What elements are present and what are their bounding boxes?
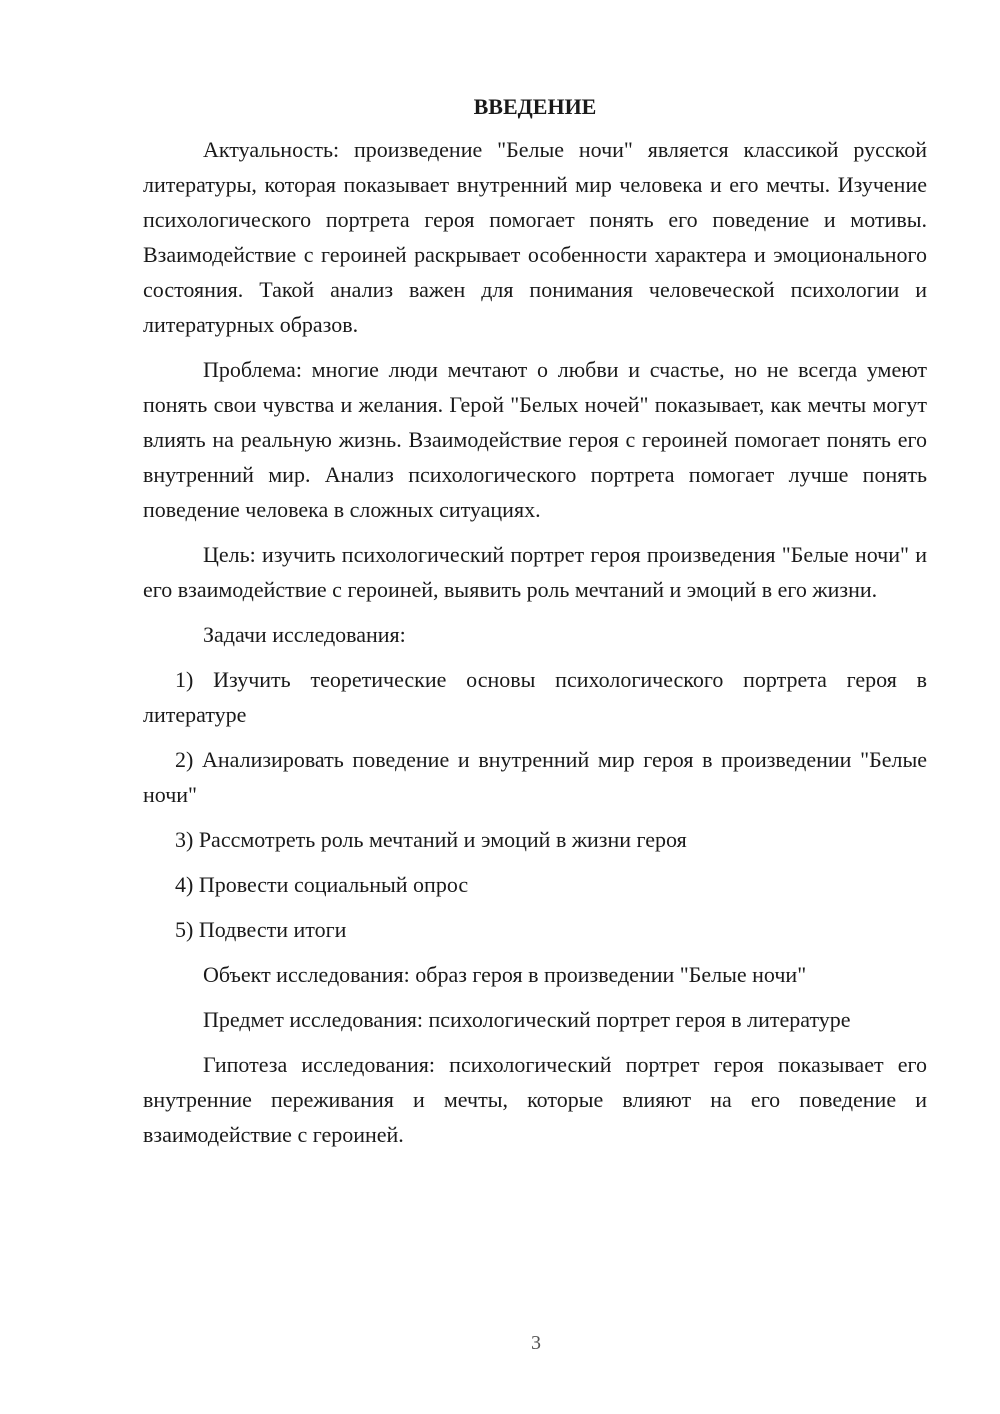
tasks-title: Задачи исследования: — [203, 622, 406, 647]
hypothesis-paragraph: Гипотеза исследования: психологический портрет героя показывает его внутренние переживания и мечты, которые влияют на его поведение и взаимодействие с героиней. — [143, 1052, 927, 1147]
document-page — [143, 90, 927, 1162]
subject-paragraph: Предмет исследования: психологический портрет героя в литературе — [203, 1007, 851, 1032]
task-item: 2) Анализировать поведение и внутренний мир героя в произведении "Белые ночи" — [143, 747, 927, 807]
problem-paragraph: Проблема: многие люди мечтают о любви и счастье, но не всегда умеют понять свои чувства и желания. Герой "Белых ночей" показывает, как мечты могут влиять на реальную жизнь. Взаимодействие героя с героиней помогает понять его внутренний мир. Анализ психологического портрета помогает лучше понять поведение человека в сложных ситуациях. — [143, 357, 927, 522]
relevance-paragraph: Актуальность: произведение "Белые ночи" является классикой русской литературы, которая показывает внутренний мир человека и его мечты. Изучение психологического портрета героя помогает понять его поведение и мотивы. Взаимодействие с героиней раскрывает особенности характера и эмоционального состояния. Такой анализ важен для понимания человеческой психологии и литературных образов. — [143, 137, 927, 337]
page-number: 3 — [531, 1332, 541, 1354]
task-item: 5) Подвести итоги — [175, 917, 347, 942]
task-item: 1) Изучить теоретические основы психологического портрета героя в литературе — [143, 667, 927, 727]
section-heading: ВВЕДЕНИЕ — [473, 94, 597, 119]
task-item: 3) Рассмотреть роль мечтаний и эмоций в жизни героя — [175, 827, 687, 852]
task-item: 4) Провести социальный опрос — [175, 872, 469, 897]
goal-paragraph: Цель: изучить психологический портрет героя произведения "Белые ночи" и его взаимодействие с героиней, выявить роль мечтаний и эмоций в его жизни. — [143, 542, 927, 602]
object-paragraph: Объект исследования: образ героя в произведении "Белые ночи" — [203, 962, 807, 987]
